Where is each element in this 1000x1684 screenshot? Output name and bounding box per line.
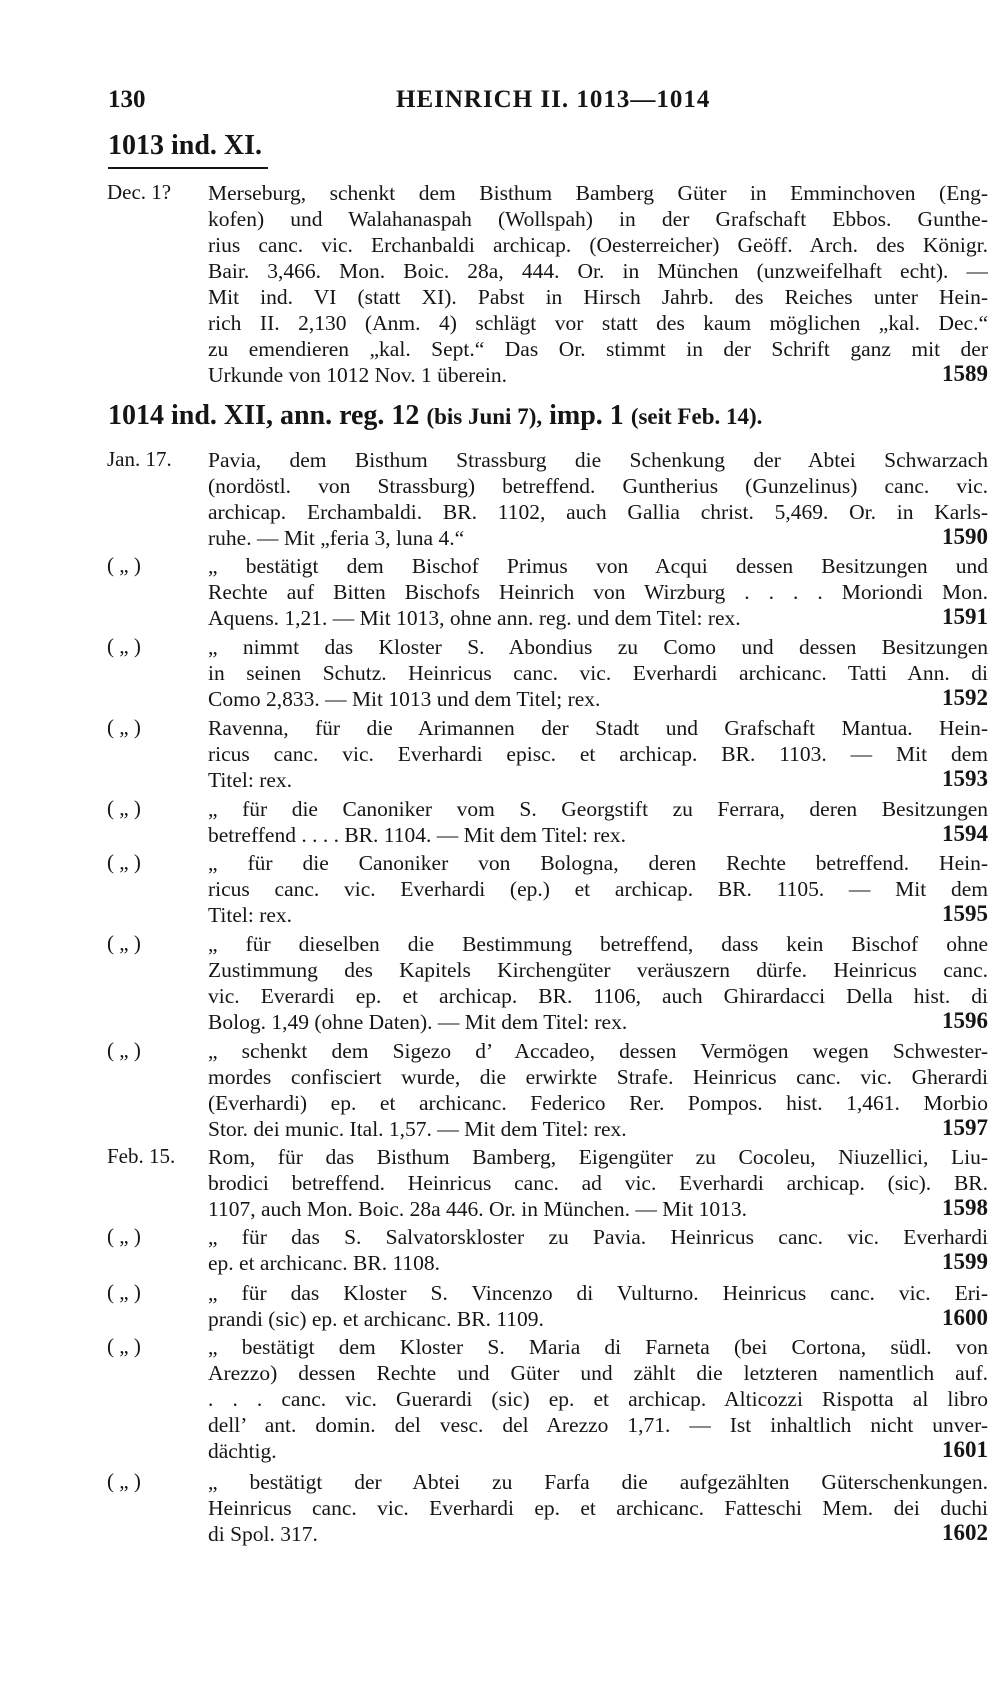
entry-date: ( „ ) — [107, 850, 141, 874]
entry-line: . . . canc. vic. Guerardi (sic) ep. et archicap. Alticozzi Rispotta al libro — [208, 1387, 988, 1411]
entry-date: ( „ ) — [107, 796, 141, 820]
page-header — [108, 86, 930, 120]
entry-text — [208, 1038, 988, 1142]
entry-line: Bolog. 1,49 (ohne Daten). — Mit dem Titel: rex. — [208, 1010, 628, 1034]
entry-line: prandi (sic) ep. et archicanc. BR. 1109. — [208, 1307, 544, 1331]
entry-line: in seinen Schutz. Heinricus canc. vic. Everhardi archicanc. Tatti Ann. di — [208, 661, 988, 685]
entry-line: Heinricus canc. vic. Everhardi ep. et archicanc. Fatteschi Mem. dei duchi — [208, 1496, 988, 1520]
entry-date: ( „ ) — [107, 634, 141, 658]
entry-text — [208, 1334, 988, 1464]
entry-line: „ bestätigt dem Kloster S. Maria di Farneta (bei Cortona, südl. von — [208, 1335, 988, 1359]
entry-text — [208, 447, 988, 551]
entry-line: „ für das Kloster S. Vincenzo di Vulturno. Heinricus canc. vic. Eri- — [208, 1281, 988, 1305]
entry-line: di Spol. 317. — [208, 1522, 318, 1546]
entry-date: Feb. 15. — [107, 1144, 176, 1168]
entry-line: 1107, auch Mon. Boic. 28a 446. Or. in München. — Mit 1013. — [208, 1197, 748, 1221]
entry-line: Titel: rex. — [208, 903, 293, 927]
heading-imperial-note: (seit Feb. 14). — [630, 404, 763, 429]
entry-line: vic. Everardi ep. et archicap. BR. 1106, auch Ghirardacci Della hist. di — [208, 984, 988, 1008]
entry-date: ( „ ) — [107, 553, 141, 577]
entry-number: 1599 — [942, 1249, 988, 1274]
entry-date: ( „ ) — [107, 931, 141, 955]
entry-line: Como 2,833. — Mit 1013 und dem Titel; rex. — [208, 687, 601, 711]
entry-number: 1593 — [942, 766, 988, 791]
running-title: HEINRICH II. 1013—1014 — [396, 86, 711, 113]
entry-number: 1594 — [942, 821, 988, 846]
entry-number: 1602 — [942, 1520, 988, 1545]
entry-line: Rom, für das Bisthum Bamberg, Eigengüter zu Cocoleu, Niuzellici, Liu- — [208, 1145, 988, 1169]
entry-line: Ravenna, für die Arimannen der Stadt und Grafschaft Mantua. Hein- — [208, 716, 988, 740]
entry-line: archicap. Erchambaldi. BR. 1102, auch Gallia christ. 5,469. Or. in Karls- — [208, 500, 988, 524]
entry-line: Zustimmung des Kapitels Kirchengüter veräuszern dürfe. Heinricus canc. — [208, 958, 988, 982]
entry-line: „ für dieselben die Bestimmung betreffend, dass kein Bischof ohne — [208, 932, 988, 956]
entry-line: „ bestätigt der Abtei zu Farfa die aufgezählten Güterschenkungen. — [208, 1470, 988, 1494]
entry-line: Pavia, dem Bisthum Strassburg die Schenkung der Abtei Schwarzach — [208, 448, 988, 472]
entry-line: rius canc. vic. Erchanbaldi archicap. (Oesterreicher) Geöff. Arch. des Königr. — [208, 233, 988, 257]
entry-date: ( „ ) — [107, 1280, 141, 1304]
entry-text — [208, 1224, 988, 1276]
entry-date: ( „ ) — [107, 1038, 141, 1062]
entry-line: Rechte auf Bitten Bischofs Heinrich von Wirzburg . . . . Moriondi Mon. — [208, 580, 988, 604]
entry-number: 1592 — [942, 685, 988, 710]
entry-text — [208, 715, 988, 793]
entry-line: dell’ ant. domin. del vesc. del Arezzo 1,71. — Ist inhaltlich nicht unver- — [208, 1413, 988, 1437]
section-heading-1014 — [108, 400, 762, 432]
page-number: 130 — [108, 86, 146, 113]
entry-number: 1589 — [942, 361, 988, 386]
entry-line: „ schenkt dem Sigezo d’ Accadeo, dessen Vermögen wegen Schwester- — [208, 1039, 988, 1063]
entry-line: „ bestätigt dem Bischof Primus von Acqui dessen Besitzungen und — [208, 554, 988, 578]
entry-line: Aquens. 1,21. — Mit 1013, ohne ann. reg. und dem Titel: rex. — [208, 606, 741, 630]
entry-line: zu emendieren „kal. Sept.“ Das Or. stimmt in der Schrift ganz mit der — [208, 337, 988, 361]
entry-line: rich II. 2,130 (Anm. 4) schlägt vor statt des kaum möglichen „kal. Dec.“ — [208, 311, 988, 335]
entry-line: (nordöstl. von Strassburg) betreffend. Guntherius (Gunzelinus) canc. vic. — [208, 474, 988, 498]
entry-line: „ für die Canoniker von Bologna, deren Rechte betreffend. Hein- — [208, 851, 988, 875]
entry-line: Titel: rex. — [208, 768, 293, 792]
entry-line: „ für die Canoniker vom S. Georgstift zu Ferrara, deren Besitzungen — [208, 797, 988, 821]
entry-text — [208, 1469, 988, 1547]
entry-number: 1590 — [942, 524, 988, 549]
entry-date: ( „ ) — [107, 1334, 141, 1358]
entry-line: Stor. dei munic. Ital. 1,57. — Mit dem Titel: rex. — [208, 1117, 627, 1141]
entry-line: ep. et archicanc. BR. 1108. — [208, 1251, 441, 1275]
entry-text — [208, 553, 988, 631]
entry-number: 1597 — [942, 1115, 988, 1140]
entry-line: „ für das S. Salvatorskloster zu Pavia. Heinricus canc. vic. Everhardi — [208, 1225, 988, 1249]
entry-line: dächtig. — [208, 1439, 277, 1463]
entry-text — [208, 796, 988, 848]
section-rule — [108, 167, 268, 169]
entry-date: ( „ ) — [107, 715, 141, 739]
heading-main: 1014 ind. XII, ann. reg. 12 — [108, 400, 420, 431]
entry-line: brodici betreffend. Heinricus canc. ad vic. Everhardi archicap. (sic). BR. — [208, 1171, 988, 1195]
entry-line: Mit ind. VI (statt XI). Pabst in Hirsch Jahrb. des Reiches unter Hein- — [208, 285, 988, 309]
entry-line: „ nimmt das Kloster S. Abondius zu Como und dessen Besitzungen — [208, 635, 988, 659]
entry-date: ( „ ) — [107, 1224, 141, 1248]
entry-line: (Everhardi) ep. et archicanc. Federico Rer. Pompos. hist. 1,461. Morbio — [208, 1091, 988, 1115]
entry-line: Merseburg, schenkt dem Bisthum Bamberg Güter in Emminchoven (Eng- — [208, 181, 988, 205]
heading-reign-note: (bis Juni 7), — [426, 404, 543, 429]
entry-date: Dec. 1? — [107, 180, 172, 204]
entry-number: 1601 — [942, 1437, 988, 1462]
entry-line: betreffend . . . . BR. 1104. — Mit dem Titel: rex. — [208, 823, 627, 847]
entry-line: Bair. 3,466. Mon. Boic. 28a, 444. Or. in München (unzweifelhaft echt). — — [208, 259, 988, 283]
entry-line: Urkunde von 1012 Nov. 1 überein. — [208, 363, 507, 387]
entry-text — [208, 180, 988, 388]
entry-text — [208, 634, 988, 712]
entry-date: Jan. 17. — [107, 447, 172, 471]
entry-number: 1591 — [942, 604, 988, 629]
entry-line: mordes confisciert wurde, die erwirkte Strafe. Heinricus canc. vic. Gherardi — [208, 1065, 988, 1089]
entry-line: Arezzo) dessen Rechte und Güter und zählt die letzteren namentlich auf. — [208, 1361, 988, 1385]
entry-line: ricus canc. vic. Everhardi episc. et archicap. BR. 1103. — Mit dem — [208, 742, 988, 766]
entry-text — [208, 850, 988, 928]
heading-imperial: imp. 1 — [549, 400, 624, 431]
entry-date: ( „ ) — [107, 1469, 141, 1493]
entry-line: kofen) und Walahanaspah (Wollspah) in der Grafschaft Ebbos. Gunthe- — [208, 207, 988, 231]
entry-number: 1596 — [942, 1008, 988, 1033]
entry-number: 1600 — [942, 1305, 988, 1330]
entry-line: ricus canc. vic. Everhardi (ep.) et archicap. BR. 1105. — Mit dem — [208, 877, 988, 901]
section-heading-1013: 1013 ind. XI. — [108, 130, 263, 161]
entry-number: 1595 — [942, 901, 988, 926]
entry-line: ruhe. — Mit „feria 3, luna 4.“ — [208, 526, 465, 550]
entry-text — [208, 931, 988, 1035]
entry-number: 1598 — [942, 1195, 988, 1220]
entry-text — [208, 1144, 988, 1222]
entry-text — [208, 1280, 988, 1332]
